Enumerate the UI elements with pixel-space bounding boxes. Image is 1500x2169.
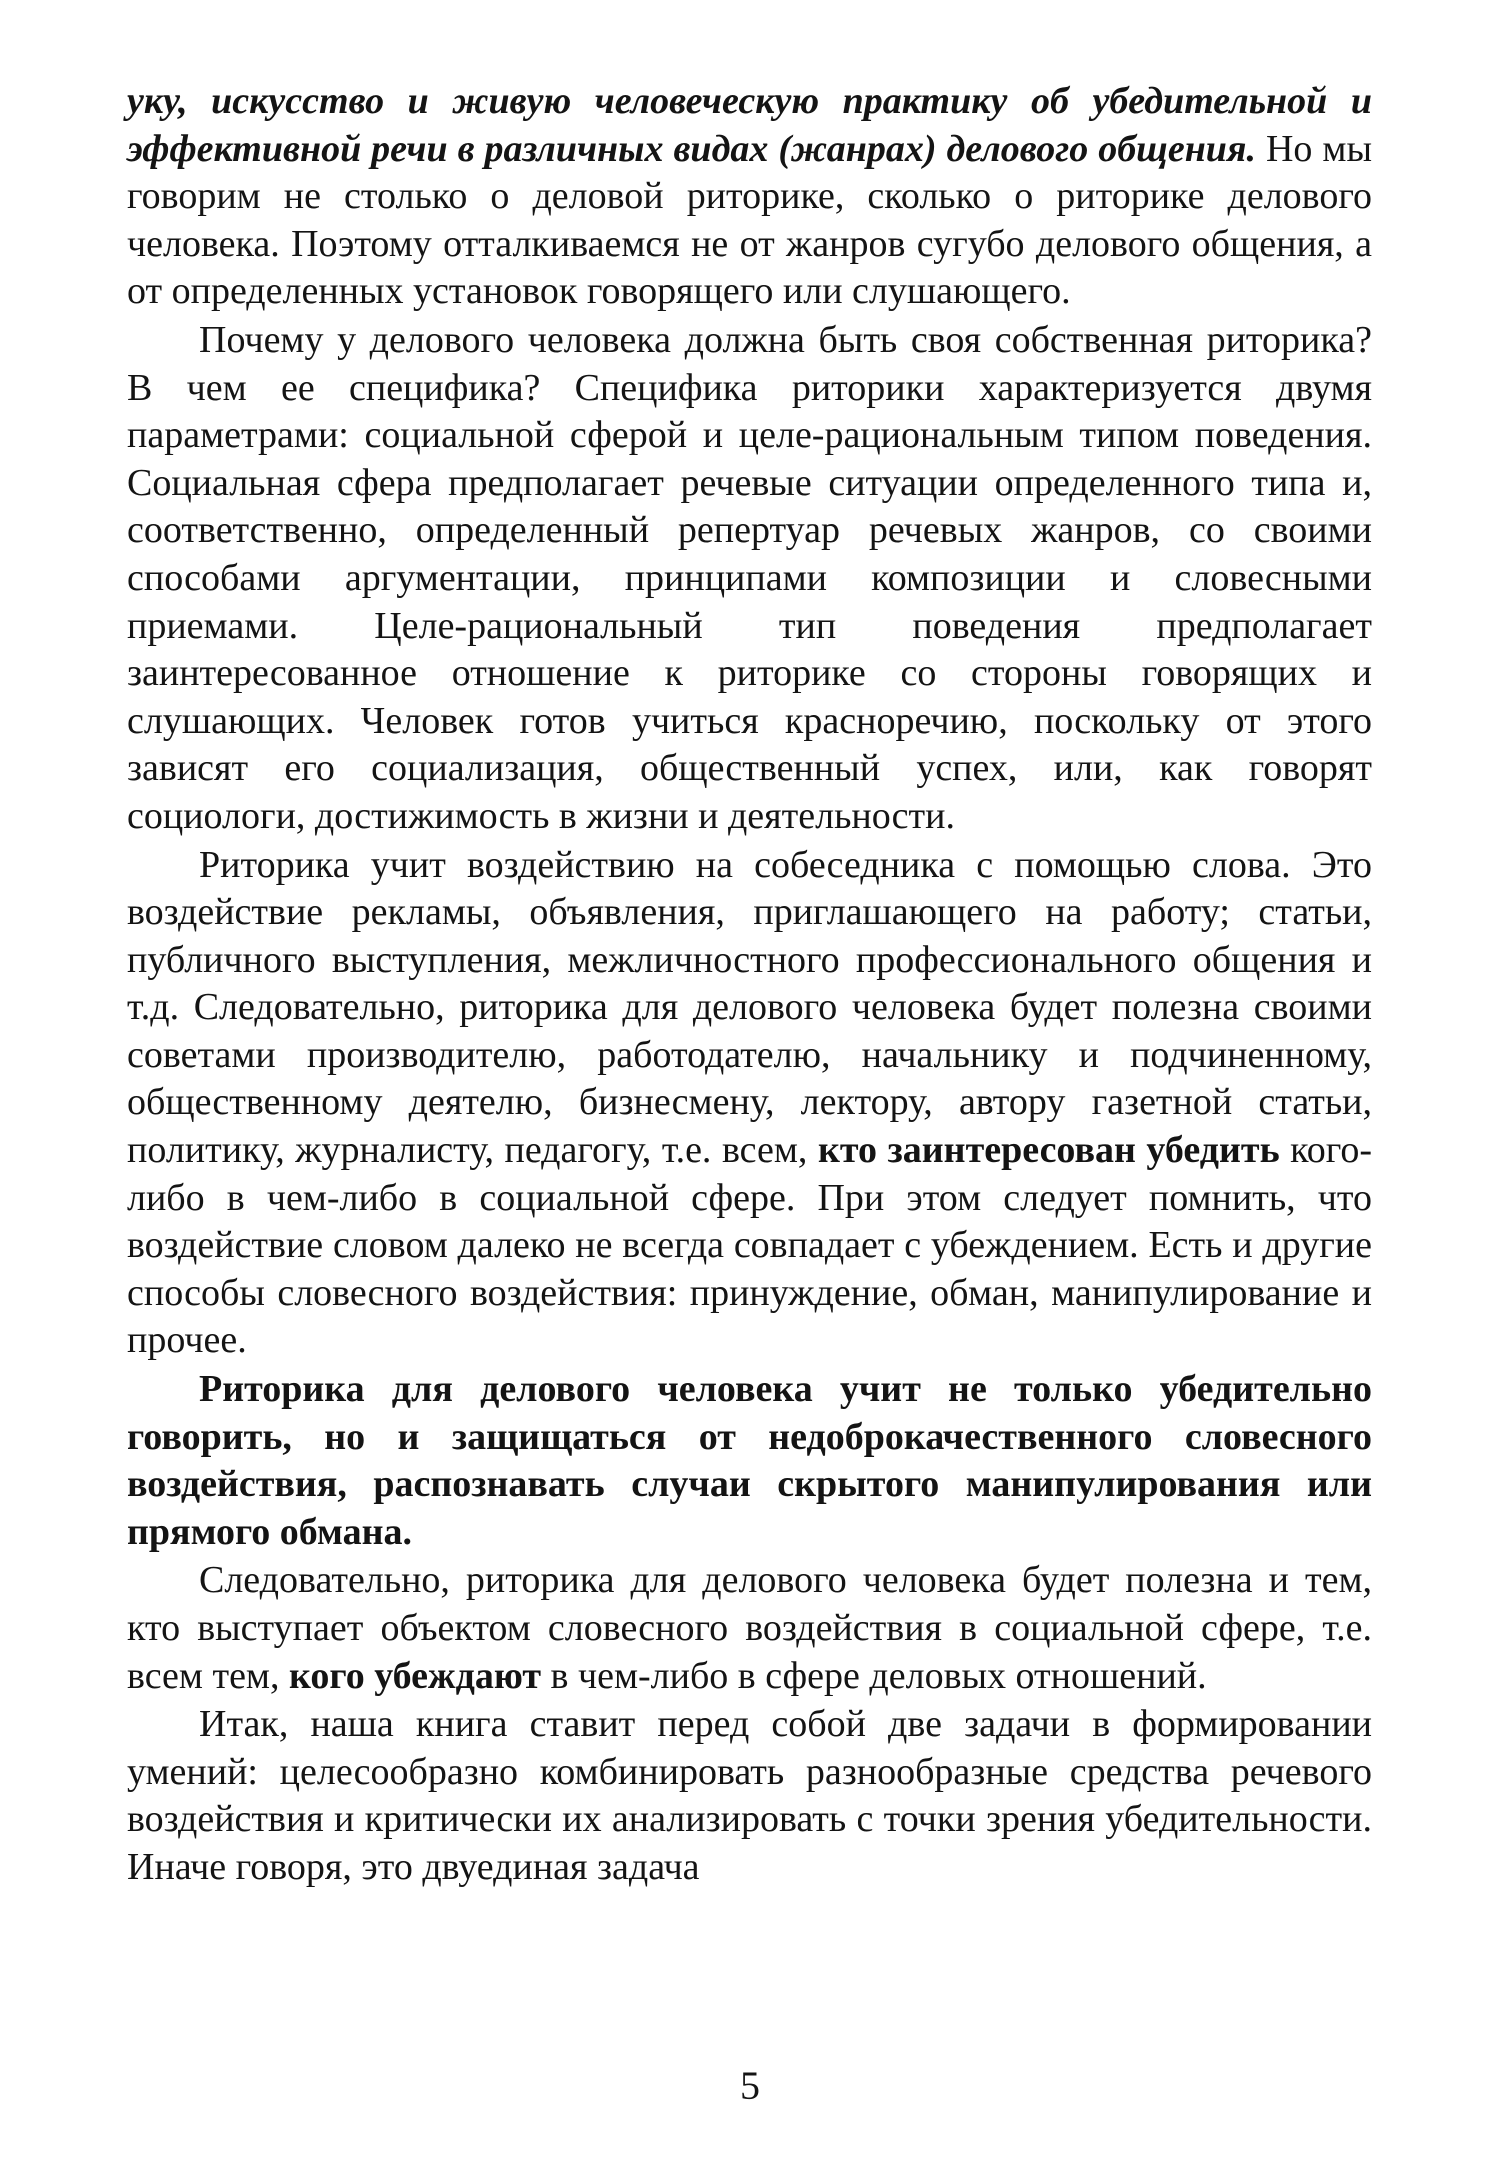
paragraph-6: Итак, наша книга ставит перед собой две задачи в формировании умений: целесообразно комбинировать разнообразные средства речевого воздействия и критически их анализировать с точки зрения убедительности. Иначе говоря, это двуединая задача <box>127 1703 1372 1888</box>
paragraph-1 <box>127 78 1372 316</box>
paragraph-3 <box>127 842 1372 1366</box>
paragraph-5-text-b: в чем-либо в сфере деловых отношений. <box>541 1654 1207 1697</box>
paragraph-5-bold-phrase: кого убеждают <box>288 1654 542 1697</box>
paragraph-1-italic-lead: уку, искусство и живую человеческую практику об убедительной и эффективной речи в различных видах (жанрах) делового общения. <box>127 80 1372 170</box>
paragraph-4-bold-statement: Риторика для делового человека учит не только убедительно говорить, но и защищаться от недоброкачественного словесного воздействия, распознавать случаи скрытого манипулирования или прямого обмана. <box>127 1368 1372 1553</box>
paragraph-3-text-b: кого-либо в чем-либо в социальной сфере. При этом следует помнить, что воздействие словом далеко не всегда совпадает с убеждением. Есть и другие способы словесного воздействия: принуждение, обман, манипулирование и прочее. <box>127 1129 1373 1362</box>
paragraph-5-text-a: Следовательно, риторика для делового человека будет полезна и тем, кто выступает объектом словесного воздействия в социальной сфере, т.е. всем тем, <box>127 1559 1372 1697</box>
paragraph-1-text: Но мы говорим не столько о деловой риторике, сколько о риторике делового человека. Поэтому отталкиваемся не от жанров сугубо делового общения, а от определенных установок говорящего или слушающего. <box>127 127 1372 313</box>
page-body <box>127 78 1372 1892</box>
paragraph-5 <box>127 1557 1372 1700</box>
paragraph-3-bold-phrase: кто заинтересован убедить <box>817 1129 1280 1172</box>
page-number: 5 <box>740 2063 760 2108</box>
paragraph-2: Почему у делового человека должна быть своя собственная риторика? В чем ее специфика? Специфика риторики характеризуется двумя параметрами: социальной сферой и целе-рациональным типом поведения. Социальная сфера предполагает речевые ситуации определенного типа и, соответственно, определенный репертуар речевых жанров, со своими способами аргументации, принципами композиции и словесными приемами. Целе-рациональный тип поведения предполагает заинтересованное отношение к риторике со стороны говорящих и слушающих. Человек готов учиться красноречию, поскольку от этого зависят его социализация, общественный успех, или, как говорят социологи, достижимость в жизни и деятельности. <box>127 318 1372 837</box>
paragraph-3-text-a: Риторика учит воздействию на собеседника с помощью слова. Это воздействие рекламы, объявления, приглашающего на работу; статьи, публичного выступления, межличностного профессионального общения и т.д. Следовательно, риторика для делового человека будет полезна своими советами производителю, работодателю, начальнику и подчиненному, общественному деятелю, бизнесмену, лектору, автору газетной статьи, политику, журналисту, педагогу, т.е. всем, <box>127 843 1372 1172</box>
